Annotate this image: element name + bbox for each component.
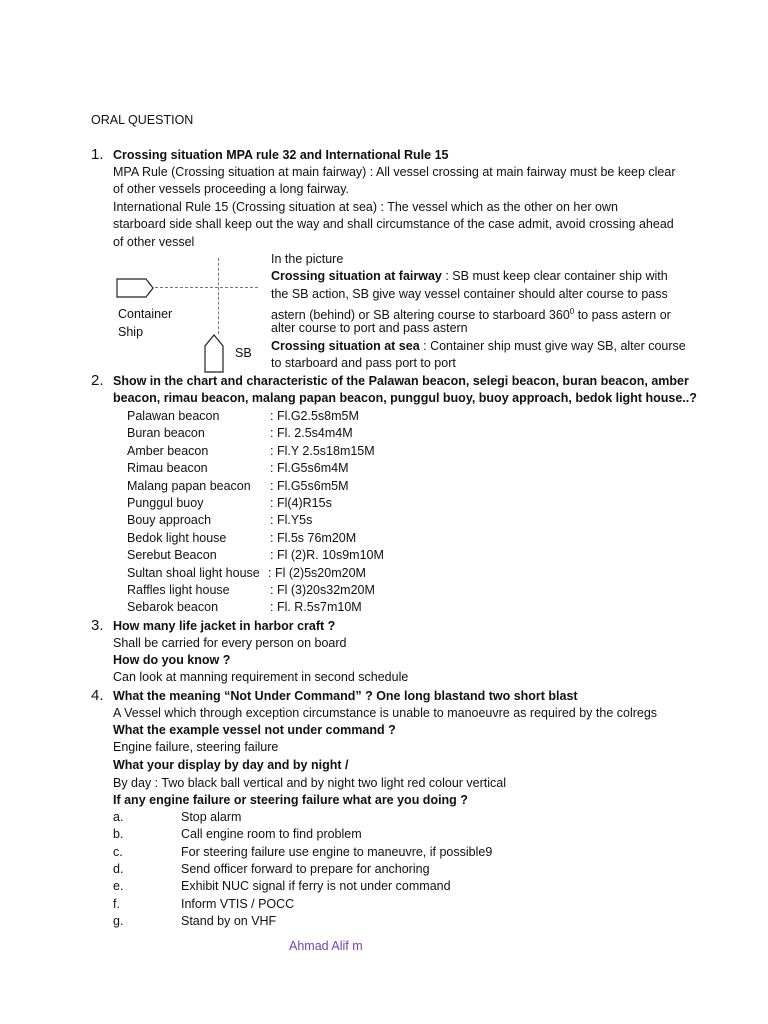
q4-heading: What the meaning “Not Under Command” ? One long blastand two short blast: [113, 689, 578, 703]
beacon-characteristic: : Fl.G5s6m5M: [270, 479, 349, 493]
beacon-name: Bouy approach: [127, 513, 212, 527]
action-letter: c.: [113, 845, 123, 859]
beacon-characteristic: : Fl.Y 2.5s18m15M: [270, 444, 375, 458]
beacon-characteristic: : Fl (2)R. 10s9m10M: [270, 548, 384, 562]
q2-heading: beacon, rimau beacon, malang papan beacon, punggul buoy, buoy approach, bedok light house..?: [113, 391, 697, 405]
action-text: For steering failure use engine to maneuvre, if possible9: [181, 845, 493, 859]
q3-sub-answer: Can look at manning requirement in second schedule: [113, 670, 409, 684]
beacon-characteristic: : Fl (2)5s20m20M: [268, 566, 366, 580]
q1-number: 1.: [91, 146, 104, 163]
picture-intro: In the picture: [271, 252, 344, 266]
beacon-name: Malang papan beacon: [127, 479, 251, 493]
action-letter: g.: [113, 914, 124, 928]
action-letter: a.: [113, 810, 124, 824]
q4-action-heading: If any engine failure or steering failure what are you doing ?: [113, 793, 468, 807]
q1-line: of other vessel: [113, 235, 195, 249]
q2-number: 2.: [91, 372, 104, 389]
action-text: Send officer forward to prepare for anchoring: [181, 862, 430, 876]
crossing-dashed-line: [218, 258, 219, 334]
beacon-characteristic: : Fl.G2.5s8m5M: [270, 409, 359, 423]
q3-sub-heading: How do you know ?: [113, 653, 231, 667]
fairway-dashed-line: [150, 287, 258, 288]
q1-line: of other vessels proceeding a long fairway.: [113, 182, 350, 196]
sb-vessel-icon: [204, 334, 224, 374]
beacon-name: Serebut Beacon: [127, 548, 217, 562]
beacon-characteristic: : Fl.5s 76m20M: [270, 531, 357, 545]
q2-heading: Show in the chart and characteristic of the Palawan beacon, selegi beacon, buran beacon, amber: [113, 374, 689, 388]
q4-number: 4.: [91, 687, 104, 704]
fairway-text: Crossing situation at fairway : SB must keep clear container ship with: [271, 269, 668, 283]
beacon-characteristic: : Fl(4)R15s: [270, 496, 332, 510]
sea-text: Crossing situation at sea : Container ship must give way SB, alter course: [271, 339, 686, 353]
sea-label: Crossing situation at sea: [271, 339, 420, 353]
sea-line: to starboard and pass port to port: [271, 356, 456, 370]
beacon-name: Palawan beacon: [127, 409, 220, 423]
beacon-characteristic: : Fl. R.5s7m10M: [270, 600, 362, 614]
beacon-name: Punggul buoy: [127, 496, 204, 510]
fairway-line: the SB action, SB give way vessel container should alter course to pass: [271, 287, 668, 301]
beacon-name: Rimau beacon: [127, 461, 208, 475]
fairway-line: alter course to port and pass astern: [271, 321, 468, 335]
signature: Ahmad Alif m: [289, 939, 363, 953]
beacon-name: Sebarok beacon: [127, 600, 219, 614]
q3-answer: Shall be carried for every person on board: [113, 636, 347, 650]
action-text: Stop alarm: [181, 810, 242, 824]
q3-heading: How many life jacket in harbor craft ?: [113, 619, 336, 633]
action-letter: f.: [113, 897, 120, 911]
beacon-characteristic: : Fl. 2.5s4m4M: [270, 426, 353, 440]
q1-line: MPA Rule (Crossing situation at main fairway) : All vessel crossing at main fairway must be keep clear: [113, 165, 676, 179]
ship-label: Ship: [118, 325, 144, 339]
q4-example-heading: What the example vessel not under command ?: [113, 723, 396, 737]
beacon-name: Raffles light house: [127, 583, 230, 597]
action-text: Exhibit NUC signal if ferry is not under command: [181, 879, 451, 893]
q1-line: International Rule 15 (Crossing situation at sea) : The vessel which as the other on her own: [113, 200, 618, 214]
action-letter: b.: [113, 827, 124, 841]
q1-heading: Crossing situation MPA rule 32 and International Rule 15: [113, 148, 449, 162]
q4-answer: A Vessel which through exception circumstance is unable to manoeuvre as required by the colregs: [113, 706, 658, 720]
q1-line: starboard side shall keep out the way and shall circumstance of the case admit, avoid crossing ahead: [113, 217, 674, 231]
sb-label: SB: [235, 346, 252, 360]
q4-example-answer: Engine failure, steering failure: [113, 740, 279, 754]
beacon-characteristic: : Fl.G5s6m4M: [270, 461, 349, 475]
fairway-line: astern (behind) or SB altering course to starboard $360^0$ to pass astern or: [271, 307, 671, 323]
beacon-name: Amber beacon: [127, 444, 209, 458]
beacon-name: Sultan shoal light house: [127, 566, 260, 580]
page-title: ORAL QUESTION: [91, 113, 194, 127]
q4-display-answer: By day : Two black ball vertical and by night two light red colour vertical: [113, 776, 507, 790]
q4-display-heading: What your display by day and by night /: [113, 758, 349, 772]
action-text: Inform VTIS / POCC: [181, 897, 295, 911]
container-ship-icon: [116, 278, 156, 298]
container-label: Container: [118, 307, 173, 321]
q3-number: 3.: [91, 617, 104, 634]
action-letter: d.: [113, 862, 124, 876]
fairway-label: Crossing situation at fairway: [271, 269, 442, 283]
action-text: Call engine room to find problem: [181, 827, 362, 841]
action-letter: e.: [113, 879, 124, 893]
beacon-name: Bedok light house: [127, 531, 227, 545]
action-text: Stand by on VHF: [181, 914, 277, 928]
beacon-characteristic: : Fl.Y5s: [270, 513, 313, 527]
beacon-name: Buran beacon: [127, 426, 205, 440]
beacon-characteristic: : Fl (3)20s32m20M: [270, 583, 375, 597]
